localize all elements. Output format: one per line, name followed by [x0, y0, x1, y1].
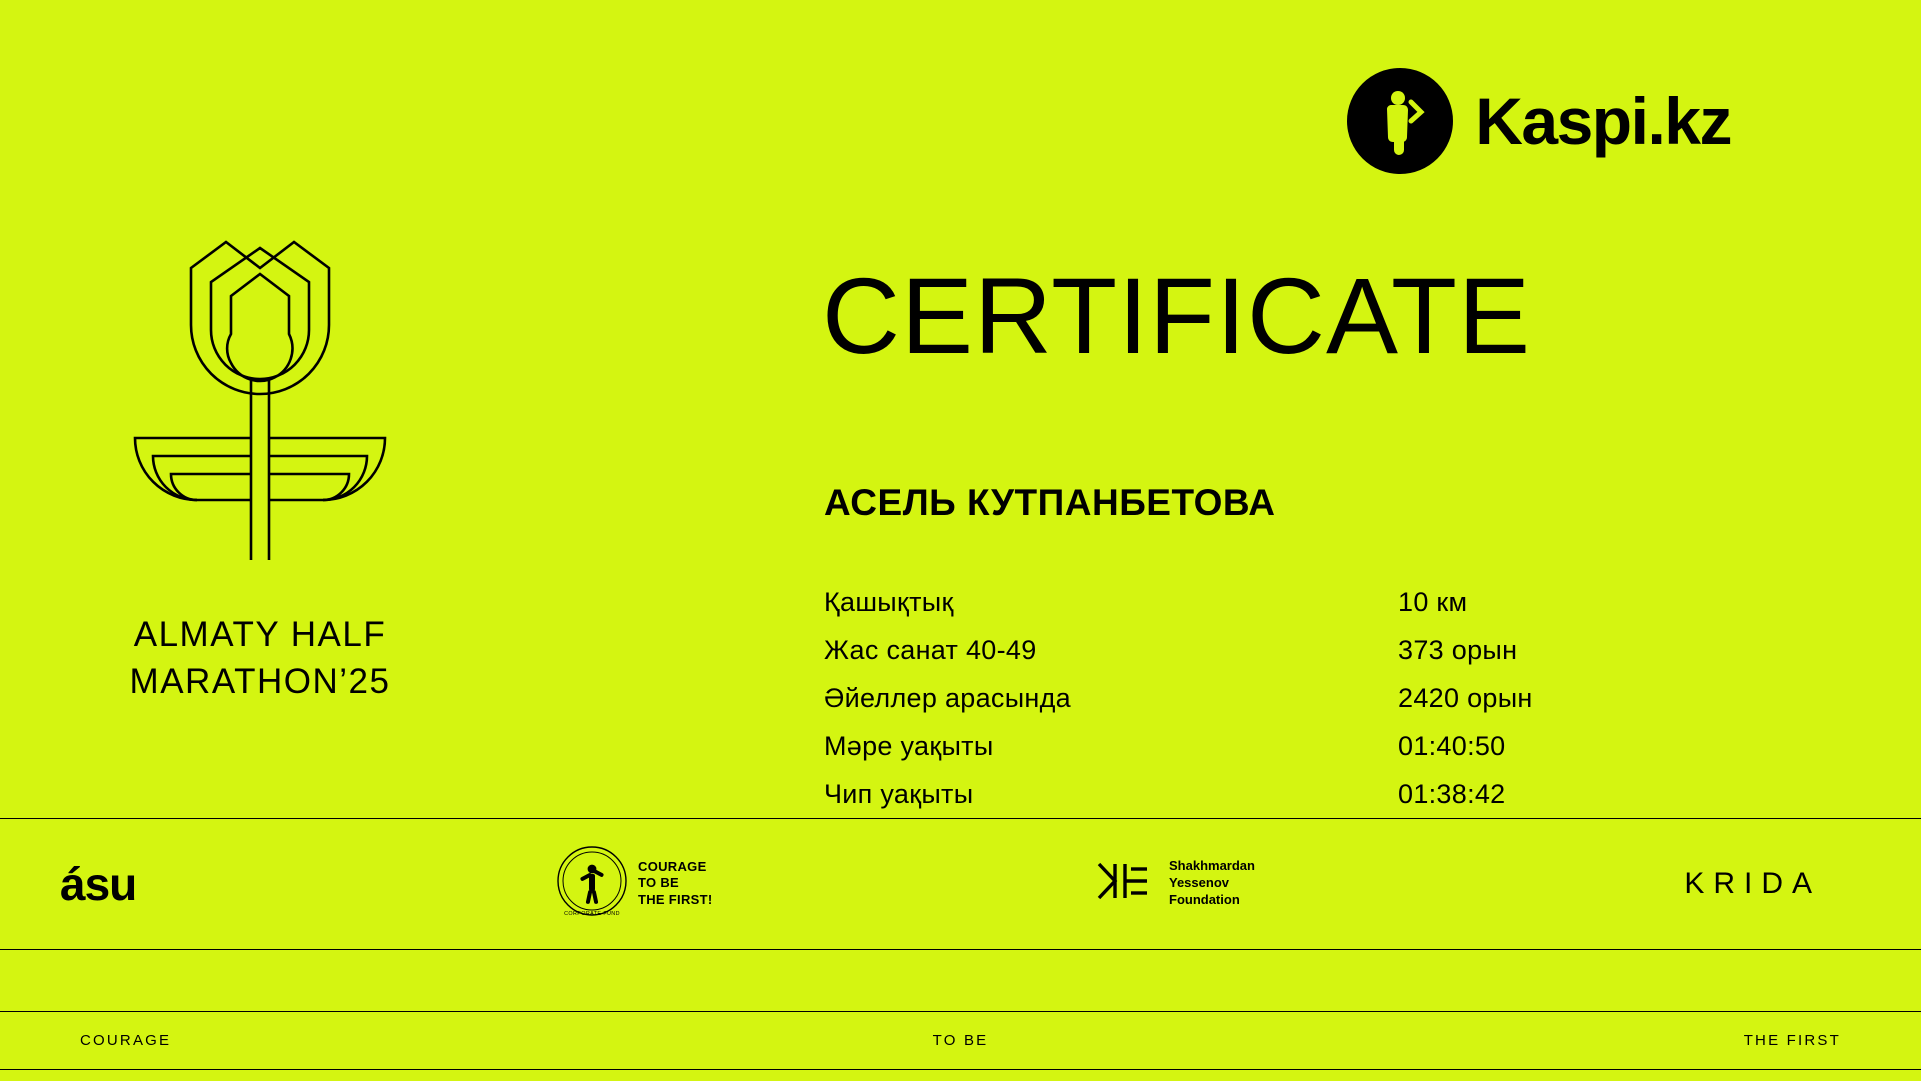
tulip-logo-icon	[60, 230, 460, 580]
kaspi-logo	[1347, 68, 1731, 174]
kaspi-wordmark: Kaspi.kz	[1475, 84, 1731, 158]
results-table	[824, 578, 1604, 818]
result-label: Мәре уақыты	[824, 731, 994, 761]
slogan-right: THE FIRST	[1743, 1031, 1841, 1049]
courage-line-1: COURAGE	[638, 859, 707, 875]
event-name	[60, 612, 460, 706]
table-row	[824, 674, 1604, 722]
result-value: 01:40:50	[1398, 731, 1506, 761]
courage-fund-text	[638, 859, 713, 908]
sponsor-courage-fund	[556, 845, 713, 922]
asu-label: ásu	[60, 857, 137, 910]
courage-line-3: THE FIRST!	[638, 891, 713, 907]
slogan-left: COURAGE	[80, 1031, 172, 1049]
runner-name: АСЕЛЬ КУТПАНБЕТОВА	[824, 482, 1276, 523]
divider-bottom	[0, 1069, 1921, 1070]
result-value: 10 км	[1398, 587, 1468, 617]
yessenov-line-3: Foundation	[1169, 891, 1240, 907]
result-label: Қашықтық	[824, 587, 954, 617]
table-row	[824, 578, 1604, 626]
yessenov-line-2: Yessenov	[1169, 875, 1229, 891]
sponsor-asu	[60, 857, 360, 911]
result-label: Жас санат 40-49	[824, 635, 1037, 665]
slogan-center: TO BE	[932, 1031, 989, 1049]
yessenov-text	[1169, 858, 1255, 909]
kaspi-logo-icon	[1347, 68, 1453, 174]
result-label: Чип уақыты	[824, 779, 974, 809]
slogan-strip	[0, 1011, 1921, 1069]
asu-wordmark	[60, 857, 136, 911]
result-label: Әйеллер арасында	[824, 683, 1071, 713]
result-value: 2420 орын	[1398, 683, 1533, 713]
courage-line-2: TO BE	[638, 875, 679, 891]
sponsor-strip	[0, 818, 1921, 949]
event-name-line1: ALMATY HALF	[133, 615, 387, 654]
result-value: 01:38:42	[1398, 779, 1506, 809]
result-value: 373 орын	[1398, 635, 1518, 665]
table-row	[824, 770, 1604, 818]
event-logo-block	[60, 230, 460, 706]
yessenov-logo-icon	[1095, 858, 1157, 909]
svg-text:CORPORATE FUND: CORPORATE FUND	[564, 911, 620, 917]
table-row	[824, 626, 1604, 674]
sponsor-krida: KRIDA	[1684, 866, 1821, 900]
yessenov-line-1: Shakhmardan	[1169, 858, 1255, 874]
courage-fund-icon	[556, 845, 628, 922]
table-row	[824, 722, 1604, 770]
event-name-line2: MARATHON’25	[129, 661, 391, 701]
sponsor-yessenov-foundation	[1095, 858, 1255, 909]
divider-sponsors	[0, 949, 1921, 950]
certificate-title: CERTIFICATE	[822, 255, 1532, 376]
